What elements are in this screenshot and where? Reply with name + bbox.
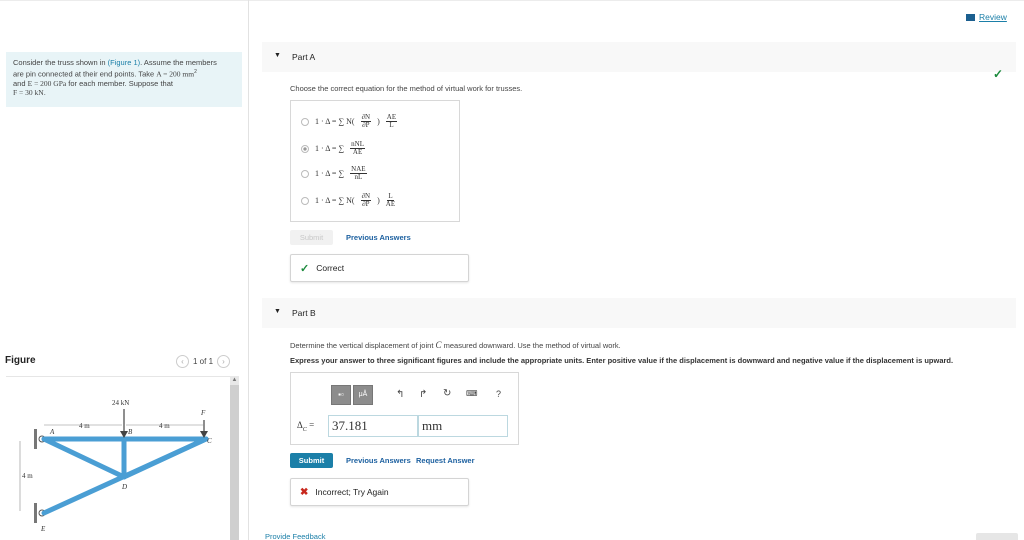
templates-button[interactable]: ▪▫: [331, 385, 351, 405]
delta-symbol: Δ: [297, 420, 303, 430]
support-a-wall: [34, 429, 37, 449]
load-f-label: F: [201, 409, 206, 417]
problem-text: are pin connected at their end points. Take: [13, 69, 157, 78]
scroll-up-arrow[interactable]: ▲: [231, 377, 238, 383]
problem-text: and: [13, 78, 28, 88]
top-border: [0, 0, 1024, 1]
member-ad: [44, 439, 124, 477]
keyboard-icon[interactable]: ⌨: [466, 389, 478, 398]
figure-page-count: 1 of 1: [193, 357, 214, 366]
review-label: Review: [979, 12, 1007, 22]
part-a-header[interactable]: [262, 42, 1016, 72]
choice-option-1[interactable]: [301, 114, 397, 129]
review-link[interactable]: [966, 12, 1007, 22]
choice-option-3[interactable]: [301, 166, 367, 181]
check-icon: ✓: [300, 262, 310, 275]
fraction-numerator: NAE: [351, 165, 366, 173]
x-icon: ✖: [300, 486, 309, 498]
fraction-denominator: AE: [385, 200, 396, 208]
value-input[interactable]: 37.181: [328, 415, 418, 437]
undo-icon[interactable]: ↰: [396, 389, 405, 400]
equation-text: ): [377, 117, 380, 126]
radio-button[interactable]: [301, 118, 309, 126]
prev-figure-button[interactable]: ‹: [176, 355, 189, 368]
units-button[interactable]: μÅ: [353, 385, 373, 405]
force-value: F = 30 kN: [13, 88, 44, 97]
equation-text: 1 · Δ = ∑ N(: [315, 117, 355, 126]
fraction-numerator: L: [388, 192, 393, 200]
part-a-label: Part A: [292, 52, 316, 62]
next-figure-button[interactable]: ›: [217, 355, 230, 368]
fraction-denominator: L: [389, 121, 394, 129]
load-b-label: 24 kN: [112, 399, 130, 407]
part-b-submit-button[interactable]: Submit: [290, 453, 333, 468]
radio-button[interactable]: [301, 170, 309, 178]
part-a-question: Choose the correct equation for the method of virtual work for trusses.: [290, 84, 523, 93]
problem-text: . Assume the members: [140, 58, 217, 67]
part-b-header[interactable]: [262, 298, 1016, 328]
check-icon: ✓: [993, 67, 1004, 81]
modulus-value: E = 200 GPa: [27, 78, 67, 88]
part-b-question: [290, 340, 621, 350]
question-text: Determine the vertical displacement of joint: [290, 341, 436, 350]
figure-viewport: [6, 376, 232, 540]
part-b-result: Incorrect; Try Again: [315, 487, 389, 497]
help-button[interactable]: ?: [496, 389, 502, 399]
panel-divider: [248, 0, 249, 540]
part-b-previous-answers-link[interactable]: Previous Answers: [346, 456, 411, 465]
part-b-instruction: Express your answer to three significant figures and include the appropriate units. Enter positive value if the displacement is downward and negative value if the displacement is upward.: [290, 356, 954, 365]
provide-feedback-link[interactable]: Provide Feedback: [265, 532, 326, 540]
choice-list: [290, 100, 460, 222]
problem-text: Consider the truss shown in: [13, 58, 108, 67]
fraction-numerator: ∂N: [361, 192, 371, 200]
dim-bc-label: 4 m: [159, 422, 170, 430]
figure-title: Figure: [5, 355, 36, 366]
problem-text: for each member. Suppose that: [66, 78, 173, 88]
figure-scrollbar[interactable]: [230, 376, 239, 540]
figure-link[interactable]: (Figure 1): [107, 58, 141, 67]
equation-text: 1 · Δ = ∑: [315, 144, 345, 153]
part-b-label: Part B: [292, 308, 316, 318]
question-text: measured downward. Use the method of virtual work.: [441, 341, 621, 350]
symbol-subscript: C: [302, 426, 307, 433]
redo-icon[interactable]: ↱: [419, 389, 428, 400]
part-a-submit-button[interactable]: Submit: [290, 230, 333, 245]
joint-label: C: [435, 340, 442, 350]
choice-option-4[interactable]: [301, 193, 395, 208]
part-b-feedback: [290, 478, 469, 506]
fraction-numerator: ∂N: [361, 113, 371, 121]
point-a-label: A: [50, 428, 55, 436]
dim-ab-label: 4 m: [79, 422, 90, 430]
point-d-label: D: [122, 483, 128, 491]
point-c-label: C: [207, 437, 212, 445]
reset-icon[interactable]: ↻: [443, 388, 452, 399]
review-icon: [966, 14, 975, 21]
fraction-denominator: AE: [352, 148, 363, 156]
equation-text: 1 · Δ = ∑ N(: [315, 196, 355, 205]
fraction-numerator: nNL: [351, 140, 364, 148]
units-input[interactable]: mm: [418, 415, 508, 437]
fraction-denominator: ∂P: [362, 121, 370, 129]
part-a-previous-answers-link[interactable]: Previous Answers: [346, 233, 411, 242]
figure-pager: [176, 355, 230, 368]
problem-text: .: [43, 88, 46, 97]
radio-button[interactable]: [301, 197, 309, 205]
fraction-denominator: nL: [354, 173, 363, 181]
dim-vert-label: 4 m: [22, 472, 33, 480]
area-value: A = 200 mm: [156, 69, 195, 78]
next-button[interactable]: [976, 533, 1018, 540]
equation-text: ): [377, 196, 380, 205]
part-a-feedback: [290, 254, 469, 282]
request-answer-link[interactable]: Request Answer: [416, 456, 475, 465]
point-e-label: E: [41, 525, 46, 533]
equation-text: 1 · Δ = ∑: [315, 169, 345, 178]
answer-box: [290, 372, 519, 445]
part-a-result: Correct: [316, 263, 345, 273]
collapse-triangle-icon: ▼: [274, 52, 281, 59]
collapse-triangle-icon: ▼: [274, 308, 281, 315]
problem-statement: Consider the truss shown in (Figure 1). Assume the members are pin connected at their end points. Take A = 200 $mm^2$ and E = 200 GPa for each member. Suppose that F = 30 kN.: [6, 52, 242, 107]
choice-option-2[interactable]: [301, 141, 365, 156]
answer-symbol: $\Delta_C$ =: [297, 420, 315, 433]
point-b-label: B: [128, 428, 133, 436]
truss-diagram: [6, 377, 230, 540]
fraction-numerator: AE: [386, 113, 397, 121]
fraction-denominator: ∂P: [362, 200, 370, 208]
support-e-wall: [34, 503, 37, 523]
radio-button-selected[interactable]: [301, 145, 309, 153]
